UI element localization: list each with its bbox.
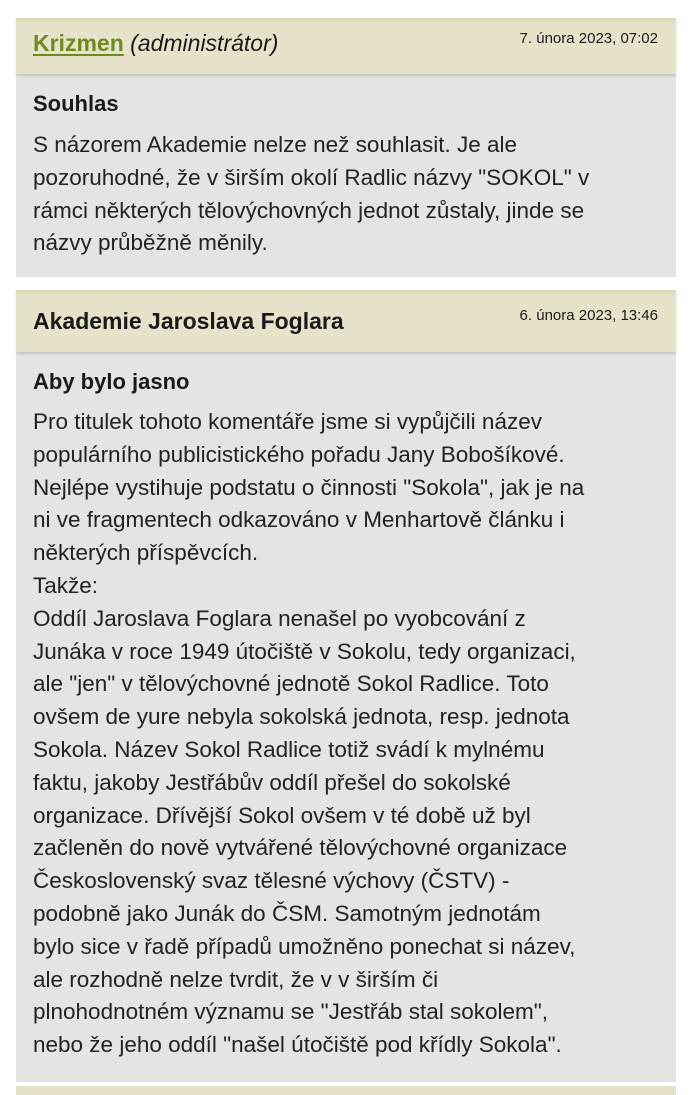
comment-text-line: některých příspěvcích. [33,540,259,566]
author-role: (administrátor) [130,30,279,56]
comment-author [33,307,344,335]
comment-text-line: Pro titulek tohoto komentáře jsme si vypůjčili název [33,409,542,434]
comment-text-line: ale "jen" v tělovýchovné jednotě Sokol Radlice. Toto [33,671,549,697]
comment-header [16,18,676,74]
author-link[interactable]: Krizmen [33,30,124,56]
comment-card [16,18,676,277]
comment-date: 7. února 2023, 07:02 [519,30,658,47]
comment-text-line: nebo že jeho oddíl "našel útočiště pod křídly Sokola". [33,1032,562,1058]
comment-text-line: Oddíl Jaroslava Foglara nenašel po vyobcování z [33,605,526,631]
comment-text-line: Junáka v roce 1949 útočiště v Sokolu, tedy organizaci, [33,638,576,664]
comment-author [33,29,278,57]
comment-title: Souhlas [33,91,119,116]
comment-header [16,290,676,352]
comment-text-line: Sokola. Název Sokol Radlice totiž svádí k mylnému [33,736,545,762]
comment-text-line: bylo sice v řadě případů umožněno ponechat si název, [33,933,576,959]
comment-text-line: plnohodnotném významu se "Jestřáb stal sokolem", [33,999,548,1025]
comment-body [33,129,669,260]
comment-text-line: ni ve fragmentech odkazováno v Menhartově článku i [33,507,565,533]
comment-text-line: podobně jako Junák do ČSM. Samotným jednotám [33,900,541,926]
comment-text-line: organizace. Dřívější Sokol ovšem v té době už byl [33,802,531,828]
comment-text-line: pozoruhodné, že v širším okolí Radlic názvy "SOKOL" v [33,164,590,190]
comment-date: 6. února 2023, 13:46 [519,307,658,324]
comment-text-line: Nejlépe vystihuje podstatu o činnosti "Sokola", jak je na [33,474,585,500]
comment-text-line: začleněn do nově vytvářené tělovýchovné organizace [33,835,568,861]
comment-text-line: ovšem de yure nebyla sokolská jednota, resp. jednota [33,704,570,730]
comment-text-line: Československý svaz tělesné výchovy (ČSTV) - [33,868,510,894]
comment-text-line: S názorem Akademie nelze než souhlasit. Je ale [33,132,518,157]
comment-text-line: ale rozhodně nelze tvrdit, že v v širším či [33,966,439,992]
next-comment-header [16,1086,676,1095]
comment-body [33,406,669,1062]
comment-text-line: faktu, jakoby Jestřábův oddíl přešel do sokolské [33,769,511,795]
comment-title: Aby bylo jasno [33,369,190,394]
comment-text-line: rámci některých tělovýchovných jednot zůstaly, jinde se [33,197,585,223]
comment-text-line: názvy průběžně měnily. [33,230,268,256]
comment-text-line: Takže: [33,572,99,598]
comment-text-line: populárního publicistického pořadu Jany Bobošíkové. [33,441,565,467]
author-name: Akademie Jaroslava Foglara [33,308,344,334]
comment-card [16,290,676,1082]
